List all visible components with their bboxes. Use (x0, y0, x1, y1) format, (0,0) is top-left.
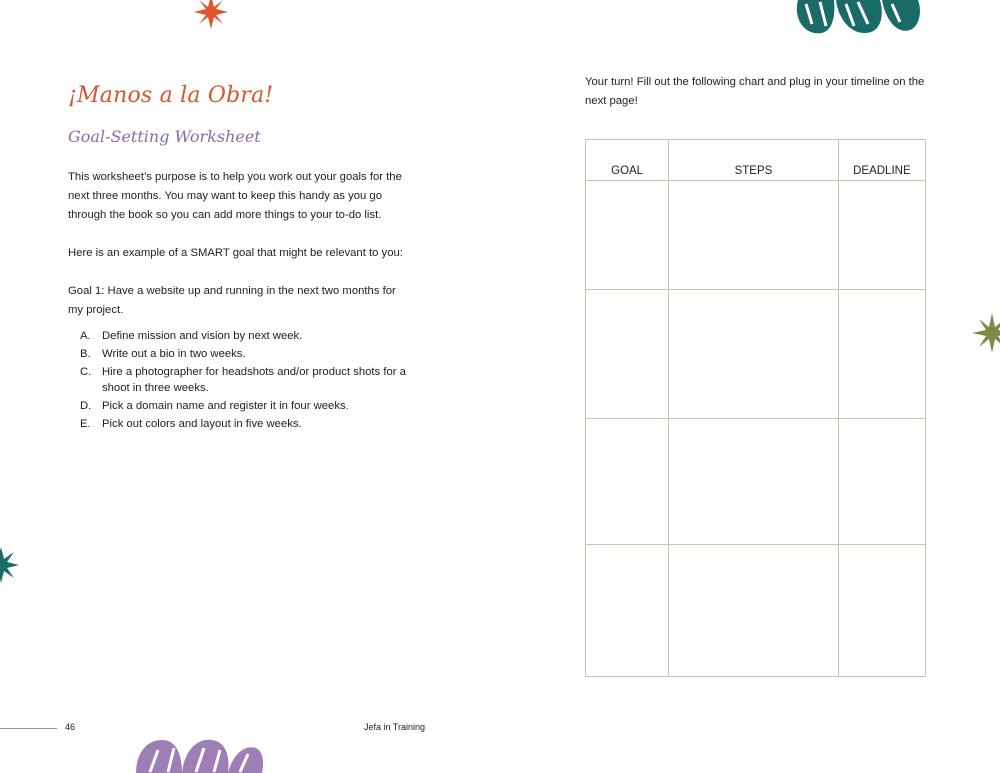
goal-cell[interactable] (586, 545, 669, 677)
list-item-text: Write out a bio in two weeks. (102, 348, 246, 360)
teal-scribble-icon (792, 0, 924, 38)
steps-cell[interactable] (669, 290, 838, 419)
steps-column-header: STEPS (669, 140, 838, 181)
example-paragraph: Here is an example of a SMART goal that might be relevant to you: (68, 247, 403, 259)
list-item-letter: B. (80, 348, 91, 360)
list-item-text: Define mission and vision by next week. (102, 330, 303, 342)
running-head: Jefa in Training (364, 722, 426, 732)
goal-steps-list (80, 328, 420, 434)
deadline-cell[interactable] (838, 181, 925, 290)
sparkle-teal-icon (0, 546, 20, 584)
list-item-letter: A. (80, 330, 91, 342)
instructions-text: Your turn! Fill out the following chart and plug in your timeline on the next page! (585, 76, 925, 107)
worksheet-subtitle: Goal-Setting Worksheet (68, 127, 261, 146)
worksheet-title: ¡Manos a la Obra! (68, 83, 274, 108)
goal-cell[interactable] (586, 181, 669, 290)
sparkle-orange-icon (193, 0, 229, 30)
table-row (586, 545, 926, 677)
purple-scribble-icon (134, 736, 264, 773)
goal-paragraph: Goal 1: Have a website up and running in the next two months for my project. (68, 285, 396, 316)
deadline-cell[interactable] (838, 545, 925, 677)
footer-rule (0, 728, 57, 729)
list-item (80, 416, 420, 432)
sparkle-olive-icon (972, 312, 1000, 354)
deadline-column-header: DEADLINE (838, 140, 925, 181)
goal-column-header: GOAL (586, 140, 669, 181)
steps-cell[interactable] (669, 419, 838, 545)
steps-cell[interactable] (669, 545, 838, 677)
list-item-letter: E. (80, 418, 91, 430)
list-item (80, 398, 420, 414)
table-header-row (586, 140, 926, 181)
deadline-cell[interactable] (838, 419, 925, 545)
list-item-letter: D. (80, 400, 92, 412)
steps-cell[interactable] (669, 181, 838, 290)
goal-cell[interactable] (586, 290, 669, 419)
table-row (586, 181, 926, 290)
deadline-cell[interactable] (838, 290, 925, 419)
list-item (80, 328, 420, 344)
goal-chart-table (585, 139, 926, 677)
table-row (586, 419, 926, 545)
list-item (80, 364, 420, 396)
list-item-text: Pick out colors and layout in five weeks. (102, 418, 302, 430)
page-number: 46 (65, 722, 76, 732)
list-item-text: Hire a photographer for headshots and/or product shots for a shoot in three weeks. (102, 366, 406, 394)
intro-paragraph: This worksheet’s purpose is to help you work out your goals for the next three months. You may want to keep this handy as you go through the book so you can add more things to your to-do list. (68, 171, 402, 221)
list-item-letter: C. (80, 366, 92, 378)
table-row (586, 290, 926, 419)
list-item (80, 346, 420, 362)
list-item-text: Pick a domain name and register it in four weeks. (102, 400, 349, 412)
goal-cell[interactable] (586, 419, 669, 545)
